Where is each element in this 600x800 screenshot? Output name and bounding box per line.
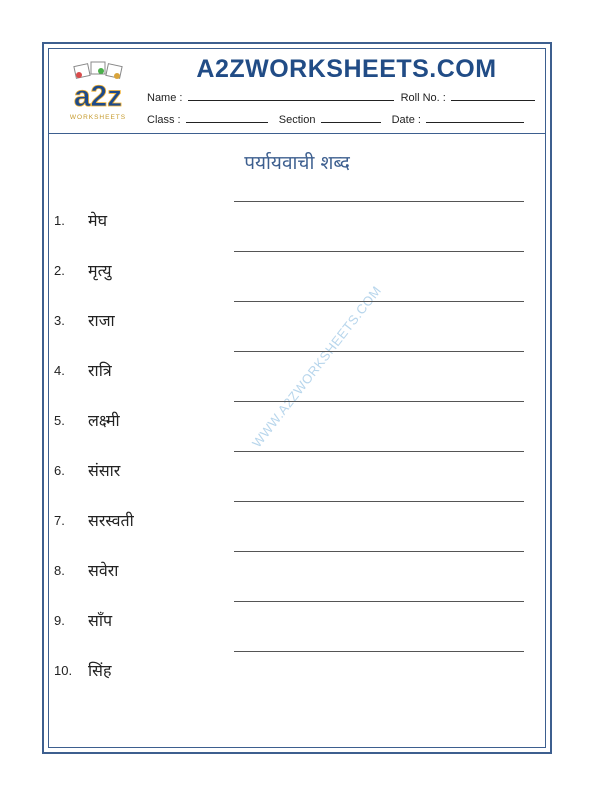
logo-text: a2z (73, 80, 123, 113)
answer-line[interactable] (234, 651, 524, 652)
answer-line[interactable] (234, 501, 524, 502)
item-number: 3. (54, 313, 65, 328)
item-word: सवेरा (88, 561, 119, 580)
section-label: Section (278, 114, 316, 126)
class-label: Class : (147, 114, 181, 126)
item-word: सिंह (88, 661, 112, 680)
class-section-date-row (147, 113, 524, 126)
date-blank[interactable] (426, 113, 524, 123)
item-number: 6. (54, 463, 65, 478)
item-number: 9. (54, 613, 65, 628)
answer-line[interactable] (234, 251, 524, 252)
name-roll-row (147, 91, 535, 104)
name-label: Name : (147, 92, 183, 104)
item-number: 2. (54, 263, 65, 278)
roll-blank[interactable] (451, 91, 535, 101)
answer-line[interactable] (234, 451, 524, 452)
worksheet-header (49, 49, 545, 134)
date-label: Date : (391, 114, 421, 126)
answer-line[interactable] (234, 301, 524, 302)
watermark: WWW.A2ZWORKSHEETS.COM (249, 283, 385, 451)
item-word: मेघ (88, 211, 108, 230)
item-word: संसार (88, 461, 121, 480)
item-word: साँप (88, 611, 113, 630)
item-number: 1. (54, 213, 65, 228)
page-title: पर्यायवाची शब्द (244, 152, 350, 174)
worksheet-border (42, 42, 552, 754)
item-word: सरस्वती (88, 511, 134, 530)
class-blank[interactable] (186, 113, 268, 123)
item-number: 7. (54, 513, 65, 528)
roll-label: Roll No. : (400, 92, 446, 104)
item-number: 5. (54, 413, 65, 428)
a2z-logo (55, 59, 141, 123)
section-blank[interactable] (321, 113, 381, 123)
item-number: 10. (54, 663, 73, 678)
answer-line[interactable] (234, 601, 524, 602)
item-word: मृत्यु (88, 261, 112, 280)
item-word: रात्रि (88, 361, 112, 380)
item-number: 8. (54, 563, 65, 578)
answer-line[interactable] (234, 551, 524, 552)
answer-line[interactable] (234, 201, 524, 202)
answer-line[interactable] (234, 401, 524, 402)
worksheet-inner-border (48, 48, 546, 748)
site-title: A2ZWORKSHEETS.COM (196, 55, 497, 83)
name-blank[interactable] (188, 91, 394, 101)
logo-subtext: WORKSHEETS (69, 114, 127, 121)
answer-line[interactable] (234, 351, 524, 352)
item-number: 4. (54, 363, 65, 378)
item-word: राजा (88, 311, 115, 330)
item-word: लक्ष्मी (88, 411, 120, 430)
